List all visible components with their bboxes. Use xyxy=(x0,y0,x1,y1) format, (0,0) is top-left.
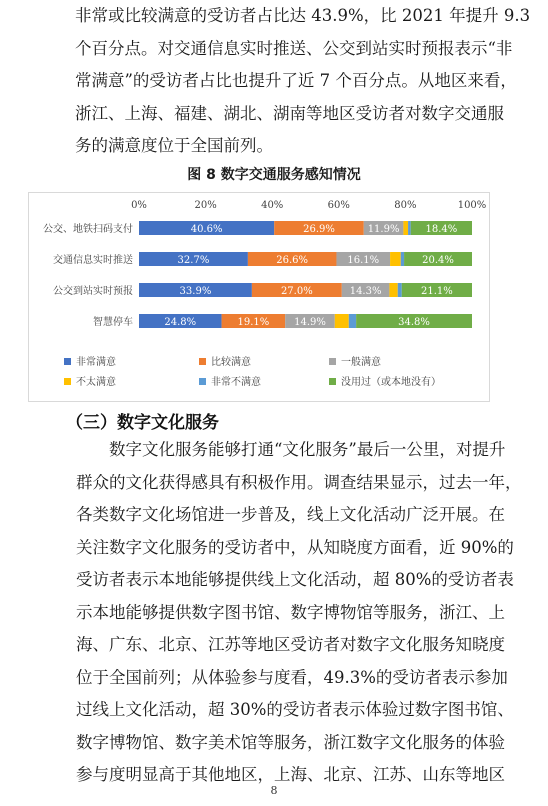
legend-swatch xyxy=(199,358,206,365)
category-label: 智慧停车 xyxy=(93,317,133,328)
legend-swatch xyxy=(64,378,71,385)
text-line: 务的满意度位于全国前列。 xyxy=(75,136,273,155)
chart-frame xyxy=(28,192,490,402)
category-label: 交通信息实时推送 xyxy=(53,255,133,266)
data-label: 11.9% xyxy=(367,224,400,235)
text-line: 位于全国前列；从体验参与度看，49.3%的受访者表示参加 xyxy=(76,667,508,687)
legend-label: 比较满意 xyxy=(211,357,251,368)
text-line: 浙江、上海、福建、湖北、湖南等地区受访者对数字交通服 xyxy=(75,103,504,123)
data-label: 33.9% xyxy=(179,286,212,297)
legend-label: 非常不满意 xyxy=(211,377,261,388)
legend-label: 非常满意 xyxy=(76,357,116,368)
text-line: 个百分点。对交通信息实时推送、公交到站实时预报表示“非 xyxy=(75,38,513,58)
data-label: 26.9% xyxy=(303,224,335,235)
data-label: 21.1% xyxy=(420,286,453,297)
text-line: 示本地能够提供数字图书馆、数字博物馆等服务，浙江、上 xyxy=(76,602,505,622)
x-tick-label: 20% xyxy=(194,200,217,211)
legend-label: 一般满意 xyxy=(341,357,381,368)
text-line: 参与度明显高于其他地区，上海、北京、江苏、山东等地区 xyxy=(76,765,505,784)
x-tick-label: 80% xyxy=(394,200,417,211)
x-tick-label: 60% xyxy=(327,200,350,211)
legend-swatch xyxy=(64,358,71,365)
text-line: 群众的文化获得感具有积极作用。调查结果显示，过去一年， xyxy=(76,472,522,492)
data-label: 14.9% xyxy=(294,317,326,328)
data-label: 34.8% xyxy=(398,317,430,328)
bar-segment xyxy=(403,221,408,235)
legend-swatch xyxy=(329,378,336,385)
legend-label: 没用过（或本地没有） xyxy=(341,377,441,388)
text-line: 常满意”的受访者占比也提升了近 7 个百分点。从地区来看， xyxy=(75,71,517,90)
bar-segment xyxy=(398,283,402,297)
legend-label: 不太满意 xyxy=(76,377,116,388)
x-tick-label: 100% xyxy=(457,200,487,211)
bar-segment xyxy=(349,314,356,328)
bar-segment xyxy=(390,252,401,266)
legend-swatch xyxy=(199,378,206,385)
data-label: 20.4% xyxy=(422,255,454,266)
text-line: 受访者表示本地能够提供线上文化活动，超 80%的受访者表 xyxy=(76,570,514,589)
text-line: 数字博物馆、数字美术馆等服务，浙江数字文化服务的体验 xyxy=(76,732,505,752)
category-label: 公交、地铁扫码支付 xyxy=(43,224,133,235)
data-label: 16.1% xyxy=(347,255,380,266)
bar-segment xyxy=(335,314,349,328)
bar-segment xyxy=(408,221,411,235)
page-number: 8 xyxy=(270,784,278,797)
text-line: 各类数字文化场馆进一步普及，线上文化活动广泛开展。在 xyxy=(76,505,505,524)
legend-swatch xyxy=(329,358,336,365)
data-label: 27.0% xyxy=(280,286,313,297)
text-line: 过线上文化活动，超 30%的受访者表示体验过数字图书馆、 xyxy=(76,700,514,719)
data-label: 40.6% xyxy=(190,224,223,235)
text-line: 数字文化服务能够打通“文化服务”最后一公里，对提升 xyxy=(109,440,506,459)
text-line: 非常或比较满意的受访者占比达 43.9%，比 2021 年提升 9.3 xyxy=(75,6,531,25)
intro-paragraph xyxy=(75,0,531,163)
data-label: 26.6% xyxy=(276,255,309,266)
body-paragraph xyxy=(76,434,522,792)
text-line: 关注数字文化服务的受访者中，从知晓度方面看，近 90%的 xyxy=(76,537,514,557)
section-heading: （三）数字文化服务 xyxy=(66,413,219,433)
bar-segment xyxy=(401,252,404,266)
x-tick-label: 0% xyxy=(131,200,147,211)
text-line: 海、广东、北京、江苏等地区受访者对数字文化服务知晓度 xyxy=(76,635,505,654)
data-label: 14.3% xyxy=(349,286,382,297)
bar-segment xyxy=(389,283,397,297)
data-label: 24.8% xyxy=(164,317,197,328)
stacked-bar-chart xyxy=(29,193,489,401)
data-label: 18.4% xyxy=(425,224,458,235)
figure-title: 图 8 数字交通服务感知情况 xyxy=(187,167,361,183)
data-label: 19.1% xyxy=(237,317,270,328)
data-label: 32.7% xyxy=(177,255,210,266)
x-tick-label: 40% xyxy=(261,200,284,211)
category-label: 公交到站实时预报 xyxy=(53,286,133,297)
